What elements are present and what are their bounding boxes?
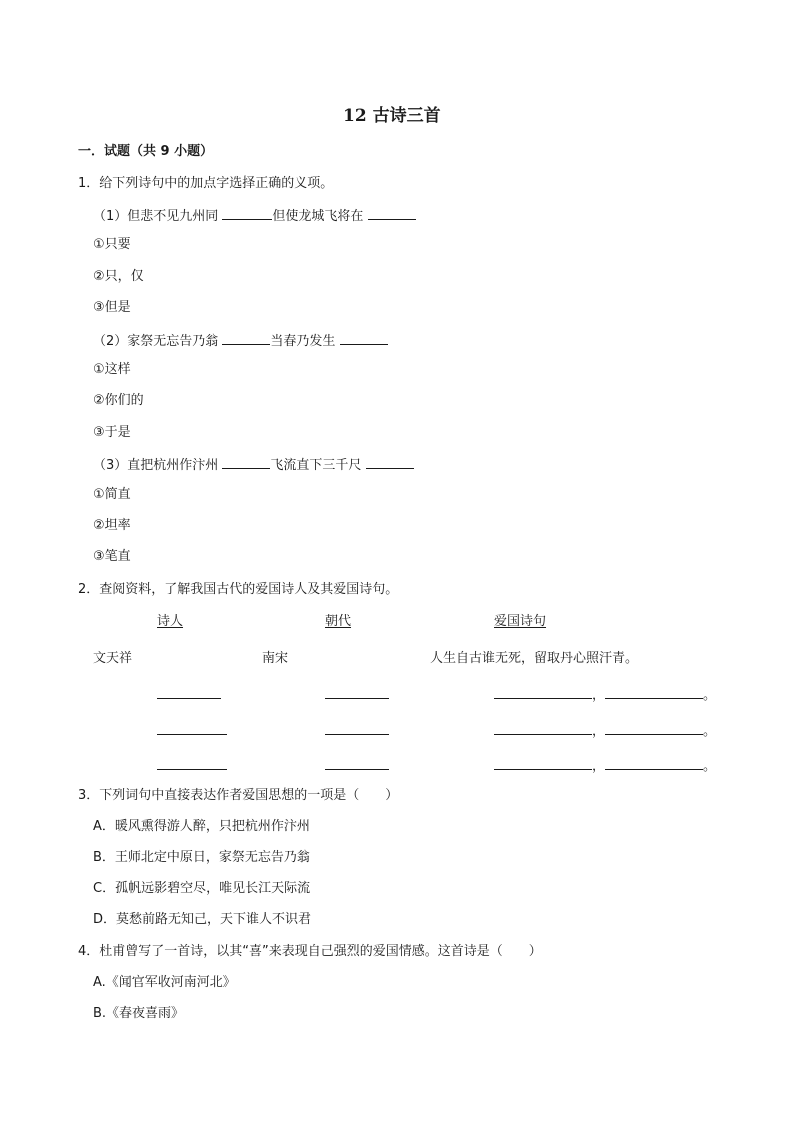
q2-comma: ， — [592, 724, 606, 739]
q3-option-a: A．暖风熏得游人醉，只把杭州作汴州 — [93, 819, 310, 834]
q1-part2-label: （2）家祭无忘告乃翁 — [93, 334, 219, 349]
q1-part2-option: ①这样 — [93, 362, 131, 377]
q1-part2-mid: 当春乃发生 — [270, 334, 336, 349]
q1-part1-label: （1）但悲不见九州同 — [93, 209, 219, 224]
q2-blank-poet[interactable] — [157, 757, 227, 770]
q1-part2-blank1[interactable] — [222, 332, 270, 345]
q2-header-poet: 诗人 — [157, 614, 184, 629]
q3-option-b: B．王师北定中原日，家祭无忘告乃翁 — [93, 850, 310, 865]
q2-blank-verse-second[interactable] — [605, 686, 703, 699]
q2-blank-verse-first[interactable] — [494, 722, 592, 735]
q2-blank-verse-first[interactable] — [494, 686, 592, 699]
q1-part2-option: ③于是 — [93, 425, 131, 440]
q2-comma: ， — [592, 688, 606, 703]
q2-row1-poet: 文天祥 — [93, 651, 133, 666]
q1-part3-option: ②坦率 — [93, 518, 131, 533]
q1-part2-blank2[interactable] — [340, 332, 388, 345]
q2-blank-verse-first[interactable] — [494, 757, 592, 770]
q1-part1-option: ②只，仅 — [93, 269, 144, 284]
q4-option-a: A.《闻官军收河南河北》 — [93, 975, 236, 990]
q3-stem: 3．下列词句中直接表达作者爱国思想的一项是（ ） — [78, 788, 399, 803]
section-header: 一．试题（共 9 小题） — [78, 144, 214, 159]
q4-stem: 4．杜甫曾写了一首诗，以其“喜”来表现自己强烈的爱国情感。这首诗是（ ） — [78, 944, 542, 959]
q2-blank-verse-row — [494, 686, 716, 704]
q1-part1-blank2[interactable] — [368, 207, 416, 220]
q3-option-c: C．孤帆远影碧空尽，唯见长江天际流 — [93, 881, 311, 896]
q1-part2-option: ②你们的 — [93, 393, 144, 408]
q4-option-b: B.《春夜喜雨》 — [93, 1006, 185, 1021]
q2-row1-verse: 人生自古谁无死，留取丹心照汗青。 — [430, 651, 639, 666]
q1-stem: 1．给下列诗句中的加点字选择正确的义项。 — [78, 176, 334, 191]
q2-blank-poet[interactable] — [157, 686, 221, 699]
q3-option-d: D．莫愁前路无知己，天下谁人不识君 — [93, 912, 312, 927]
q1-part3-label: （3）直把杭州作汴州 — [93, 458, 219, 473]
q2-blank-poet[interactable] — [157, 722, 227, 735]
q1-part1-blank1[interactable] — [222, 207, 272, 220]
q2-period: 。 — [703, 724, 717, 739]
q2-blank-dynasty[interactable] — [325, 757, 389, 770]
q1-part3-blank1[interactable] — [222, 456, 270, 469]
q1-part2-line — [93, 332, 388, 350]
q2-row1-dynasty: 南宋 — [262, 651, 289, 666]
q2-stem: 2．查阅资料，了解我国古代的爱国诗人及其爱国诗句。 — [78, 582, 399, 597]
q1-part3-blank2[interactable] — [366, 456, 414, 469]
page-title: 12 古诗三首 — [343, 106, 441, 126]
q2-period: 。 — [703, 688, 717, 703]
q1-part1-line — [93, 207, 416, 225]
q1-part3-option: ③笔直 — [93, 549, 131, 564]
q1-part3-option: ①简直 — [93, 487, 131, 502]
q2-blank-verse-row — [494, 757, 716, 775]
q1-part3-mid: 飞流直下三千尺 — [270, 458, 362, 473]
q2-header-dynasty: 朝代 — [325, 614, 352, 629]
q1-part3-line — [93, 456, 414, 474]
q1-part1-mid: 但使龙城飞将在 — [272, 209, 364, 224]
q2-blank-verse-row — [494, 722, 716, 740]
q2-period: 。 — [703, 759, 717, 774]
q1-part1-option: ①只要 — [93, 237, 131, 252]
q2-blank-dynasty[interactable] — [325, 686, 389, 699]
q2-blank-verse-second[interactable] — [605, 757, 703, 770]
q1-part1-option: ③但是 — [93, 300, 131, 315]
q2-blank-dynasty[interactable] — [325, 722, 389, 735]
q2-blank-verse-second[interactable] — [605, 722, 703, 735]
q2-comma: ， — [592, 759, 606, 774]
q2-header-verse: 爱国诗句 — [494, 614, 547, 629]
